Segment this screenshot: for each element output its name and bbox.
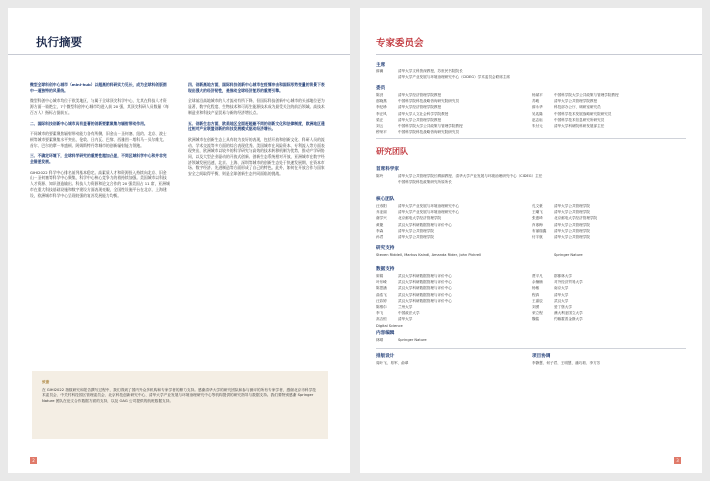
person-affiliation: 北京邮电大学经济管理学院	[554, 216, 598, 221]
person-name: 曲浩飞	[376, 292, 387, 297]
person-name: 叶东嵘	[376, 280, 387, 285]
research-support-label: 研究支持	[376, 246, 395, 251]
project-coordination-names: 李静慧、何子君、王明慧、潘巧莉、李方芳	[532, 361, 601, 365]
research-team-title: 研究团队	[376, 146, 408, 156]
person-affiliation: 南京大学	[554, 286, 569, 291]
page-number: 2	[30, 457, 37, 464]
person-name: 布丽瑞鑫	[532, 228, 547, 233]
data-support-label: 数据支持	[376, 267, 395, 272]
section-divider	[376, 348, 686, 349]
person-name: 陈思涵	[376, 286, 387, 291]
summary-heading: 微型全球科创中心城市（mini-hub）以超高的科研实力见长，成为全球科创版图中一道独特的风景线。	[30, 82, 167, 93]
summary-paragraph: 不同城市的要素聚焦辐射带动能力各有所侧，旧金山－圣何塞、纽约、北京、波士顿等城市要素聚集水平突出，伦敦、日内瓦、巴黎、西雅图－塔科马－贝尔维尤、首尔、巴尔的摩－华盛顿、阿姆斯特丹等城市的创新辐射能力领跑。	[30, 131, 167, 148]
members-label: 委员	[376, 86, 386, 91]
person-affiliation: 武汉大学科研数据管理与评价中心	[398, 292, 452, 297]
person-affiliation: 清华大学公共管理学院	[554, 210, 590, 215]
lead-org: 清华大学公共管理学院长聘副教授、清华大学产业发展与环境治理研究中心（CIDEG）主任	[398, 174, 543, 178]
person-name: 薛永华	[532, 105, 543, 110]
person-affiliation: 清华大学	[554, 292, 569, 297]
layout-design-names: 周叶飞、易军、俞翠	[376, 361, 409, 365]
person-name: 陈维尔	[376, 305, 387, 310]
person-affiliation	[554, 129, 688, 135]
content-editing-block	[376, 337, 688, 343]
person-name: 梁正	[376, 117, 384, 122]
person-affiliation: 兰州大学	[398, 305, 413, 310]
core-team-row	[376, 234, 688, 240]
page-number: 3	[674, 457, 681, 464]
person-name: 黄婕	[376, 222, 384, 227]
person-affiliation: 武汉大学科研数据管理与评价中心	[398, 222, 452, 227]
person-name: 余楠楠	[532, 280, 543, 285]
person-affiliation: 中国科学技术信息研究所研究员	[554, 117, 605, 122]
person-name: 乔亚丽	[376, 210, 387, 215]
person-name: 魏铭	[532, 317, 540, 322]
content-editor-name: 林晴	[376, 338, 384, 342]
summary-column-1	[30, 82, 170, 203]
content-editing-label: 内容编辑	[376, 331, 395, 336]
person-affiliation: 中国科学技术发展战略研究院研究员	[554, 111, 612, 116]
person-name: 李纪珍	[376, 105, 387, 110]
person-affiliation: 约翰霍普金斯大学	[554, 317, 583, 322]
chair-name: 薛澜	[376, 69, 384, 73]
person-name: 刘勇	[532, 305, 540, 310]
person-affiliation: 中国科学院大学公共政策与管理学院教授	[398, 124, 463, 129]
project-coordination-label: 项目协调	[532, 354, 551, 359]
summary-heading: 二、国际科技创新中心城市具有显著的创新要素聚集与辐射带动作用。	[30, 120, 148, 126]
layout-design-label: 排版设计	[376, 354, 395, 359]
person-affiliation: 清华大学公共管理学院	[554, 228, 590, 233]
person-name: 杨斌平	[532, 93, 543, 97]
person-affiliation: 清华大学产业发展与环境治理研究中心	[398, 204, 460, 208]
person-name: 邸晓燕	[376, 99, 387, 104]
person-name: 赵志耘	[532, 117, 543, 122]
person-name: 李森	[376, 228, 384, 233]
person-name: 孙君	[376, 235, 384, 240]
person-name: 刘云	[376, 124, 384, 129]
person-affiliation: 对外经济贸易大学	[554, 280, 583, 285]
chair-block	[376, 68, 688, 80]
person-name: 李飞	[376, 311, 384, 316]
person-name: 王曦飞	[532, 210, 543, 215]
person-name: 谢学兴	[376, 216, 387, 221]
person-affiliation: 郡都林大学	[554, 274, 572, 278]
person-name: 廖娟	[376, 274, 384, 278]
person-affiliation: 武汉大学科研数据管理与评价中心	[398, 280, 452, 285]
person-name: 陈劲	[376, 93, 384, 97]
person-name: 汪彩婷	[376, 298, 387, 303]
person-affiliation: 武汉大学科研数据管理与评价中心	[398, 274, 452, 278]
person-affiliation: 清华大学公共管理学院	[398, 235, 434, 240]
research-support-org: Springer Nature	[554, 253, 583, 257]
page-title: 执行摘要	[36, 35, 82, 49]
member-row	[376, 129, 688, 135]
person-affiliation: 北京邮电大学经济管理学院	[398, 216, 442, 221]
person-affiliation: 澳大利亚国立大学	[554, 311, 583, 316]
summary-paragraph: GIHI2022 科学中心排名前列基本稳定。高素质人才和资源投入持续向北京、旧金山－圣何塞等科学中心聚集，科学中心核心竞争力的着持续加强。美国城市以科技人才资源、知识创造输出、科技人力资源和论文合作的 20 强美国占 11 席，亚洲城市在重大科技基础设施和数字建设方面表现亮眼，全国性设施平台在北京、上海建设，欧洲城市科学中心呈现较强的复苏发展能力均衡。	[30, 169, 170, 198]
person-affiliation: 清华大学科研院科研发展部主任	[554, 124, 605, 129]
person-affiliation: 清华大学	[398, 317, 413, 322]
core-team-label: 核心团队	[376, 197, 395, 202]
summary-paragraph: 微型科创中心城市均位于欧美地区，与属于全球顶尖科学中心，尤其在科技人才资源方面一骑绝尘，7个微型科创中心城市均进入前 20 强，其顶尖科研人员数量（每百万人）指标占据前五。	[30, 98, 169, 115]
person-name: 肖寒梅	[532, 222, 543, 227]
lead-org-2: 中国科学院科技政策研究所原所长	[398, 180, 452, 185]
research-support-block	[376, 252, 688, 258]
lead-scientist-block	[376, 173, 688, 185]
summary-heading: 三、不确定环境下，全球科学研究的重要性越加凸显，不同区域科学中心和并非完全错差发展。	[30, 153, 167, 165]
research-support-names: Steven Riddell, Markus Kaindl, Amanda Rider, John Pickrell	[376, 253, 482, 257]
person-affiliation: 清华大学人文社会科学学院教授	[398, 111, 449, 116]
person-affiliation: 中国科学院科技战略咨询研究院研究员	[398, 130, 460, 135]
lead-scientist-label: 首席科学家	[376, 167, 399, 172]
summary-heading: 五、创新生态方面，欧美地区全面赶超最不同的创新文化和法律制度，欧洲地区通过相对产业联盟创新的科技发展模式驱动经济增长。	[188, 120, 325, 132]
person-name: 吴兆隆	[532, 111, 543, 116]
person-name: 汪寿阳	[376, 204, 387, 208]
person-affiliation: 清华大学经济管理学院教授	[398, 105, 442, 110]
lead-name: 陈玲	[376, 174, 384, 178]
person-name: 荣立程	[532, 311, 543, 316]
person-affiliation: 清华大学公共管理学院	[554, 204, 590, 208]
person-affiliation: 清华大学公共管理学院教授	[398, 117, 442, 122]
chair-org: 清华大学文科资深教授，苏世民书院院长	[398, 69, 463, 73]
person-name: 孔文豪	[532, 204, 543, 208]
person-affiliation: 清华大学公共管理学院	[398, 228, 434, 233]
summary-heading: 四、创新高地方面，国际科技创新中心城市在疫情冲击和国际形势变量的背景下表现出强大的经济韧性，是推动全球经济复苏的重要引擎。	[188, 82, 325, 93]
title-divider	[376, 54, 702, 55]
right-page	[360, 8, 702, 473]
person-name: 杨敏	[532, 286, 540, 291]
person-name	[532, 129, 554, 135]
chair-label: 主席	[376, 63, 386, 68]
summary-column-2	[188, 82, 328, 182]
person-name: 王嘉辰	[532, 298, 543, 303]
person-affiliation: 中国政法大学	[398, 311, 420, 316]
members-list	[376, 92, 688, 135]
person-affiliation: 武汉大学科研数据管理与评价中心	[398, 298, 452, 303]
content-editor-org: Springer Nature	[398, 338, 427, 342]
expert-committee-title: 专家委员会	[376, 38, 424, 49]
person-affiliation: 科技部办公厅、调研室研究员	[554, 105, 601, 110]
acknowledgement-box	[32, 371, 328, 439]
summary-paragraph: 全球前沿高地城市的人才流动有所下降，但国际科技创新中心城市的头部地位更为显著，数字化程度、生物技术和可再生能源技术成为最受关注的前沿领域。高技术制造业和科技产品贸易与新的经济增长点。	[188, 98, 325, 115]
person-name: 贾平凡	[532, 274, 543, 278]
person-affiliation: 清华大学经济管理学院教授	[398, 93, 442, 97]
chair-org-2: 清华大学产业发展与环境治理研究中心（CIDEG）学术委员会联席主席	[398, 75, 511, 80]
data-support-list	[376, 273, 688, 329]
person-name: 朱付元	[532, 124, 543, 129]
left-page	[8, 8, 350, 473]
person-affiliation: 爱丁堡大学	[554, 305, 572, 310]
person-affiliation: 清华大学公共管理学院	[554, 222, 590, 227]
person-affiliation: 清华大学公共管理学院教授	[554, 99, 598, 104]
title-divider	[8, 54, 350, 55]
data-support-row	[376, 323, 688, 329]
person-affiliation: 中国科学院科技战略咨询研究院研究员	[398, 99, 460, 104]
person-name: 苏峻	[532, 99, 540, 104]
person-affiliation: 武汉大学科研数据管理与评价中心	[398, 286, 452, 291]
summary-paragraph: 欧洲城市在创新生态上具有较为良好的表现，包括开放和创新文化、科研人员的流动、学术交流等多方面的综合表现优秀。美国城市在风险资本、专利流入等方面表现突出，欧洲城市以较多的科学研究与高效的技术转移机制为优势，推动产学研协同，以及大型企业驱动的开放式创新、创新生态系统相对开放，亚洲城市在数字经济领域发展迅速，北京、上海、深圳等城市的创新生态处于快速发展期，在资本市场、数字经济、先进制造等方面形成了自己的特色。此外，如何在开放合作与国家安全之间取得平衡，则是全球创新生态共同面临的挑战。	[188, 136, 325, 177]
person-name: 穆荣平	[376, 130, 387, 135]
person-affiliation: 清华大学公共管理学院	[554, 235, 590, 240]
person-name: 高吉恒	[376, 317, 387, 322]
person-affiliation: 清华大学产业发展与环境治理研究中心	[398, 210, 460, 215]
person-name: 张惠琦	[532, 216, 543, 221]
person-name: 付宇航	[532, 235, 543, 240]
section-divider	[376, 138, 686, 139]
person-affiliation: 武汉大学	[554, 298, 569, 303]
acknowledgement-title: 致谢	[42, 380, 50, 384]
person-name: 程真	[532, 292, 540, 297]
person-name: 李正风	[376, 111, 387, 116]
data-support-extra: Digital Science	[376, 323, 403, 328]
project-coordination-block	[532, 360, 692, 366]
person-affiliation: 中国科学院大学公共政策与管理学院教授	[554, 93, 619, 97]
acknowledgement-text: 在 GIHI2022 指数研究和报告撰写过程中，我们得到了国内外众多机构和专家学者的鼎力支持。感谢清华大学的研究团队和参与测评的所有专家学者，感谢北京市科学技术委员会、中关村科技园区管理委员会、北京科技创新研究中心、清华大学产业发展与环境治理研究中心等机构提供的研究指导与数据支持。我们要特别感谢 Springer Nature 团队在论文合作数据方面的支持，以及 OAG 公司提供的航班数据支持。	[42, 387, 316, 403]
core-team-list	[376, 203, 688, 240]
